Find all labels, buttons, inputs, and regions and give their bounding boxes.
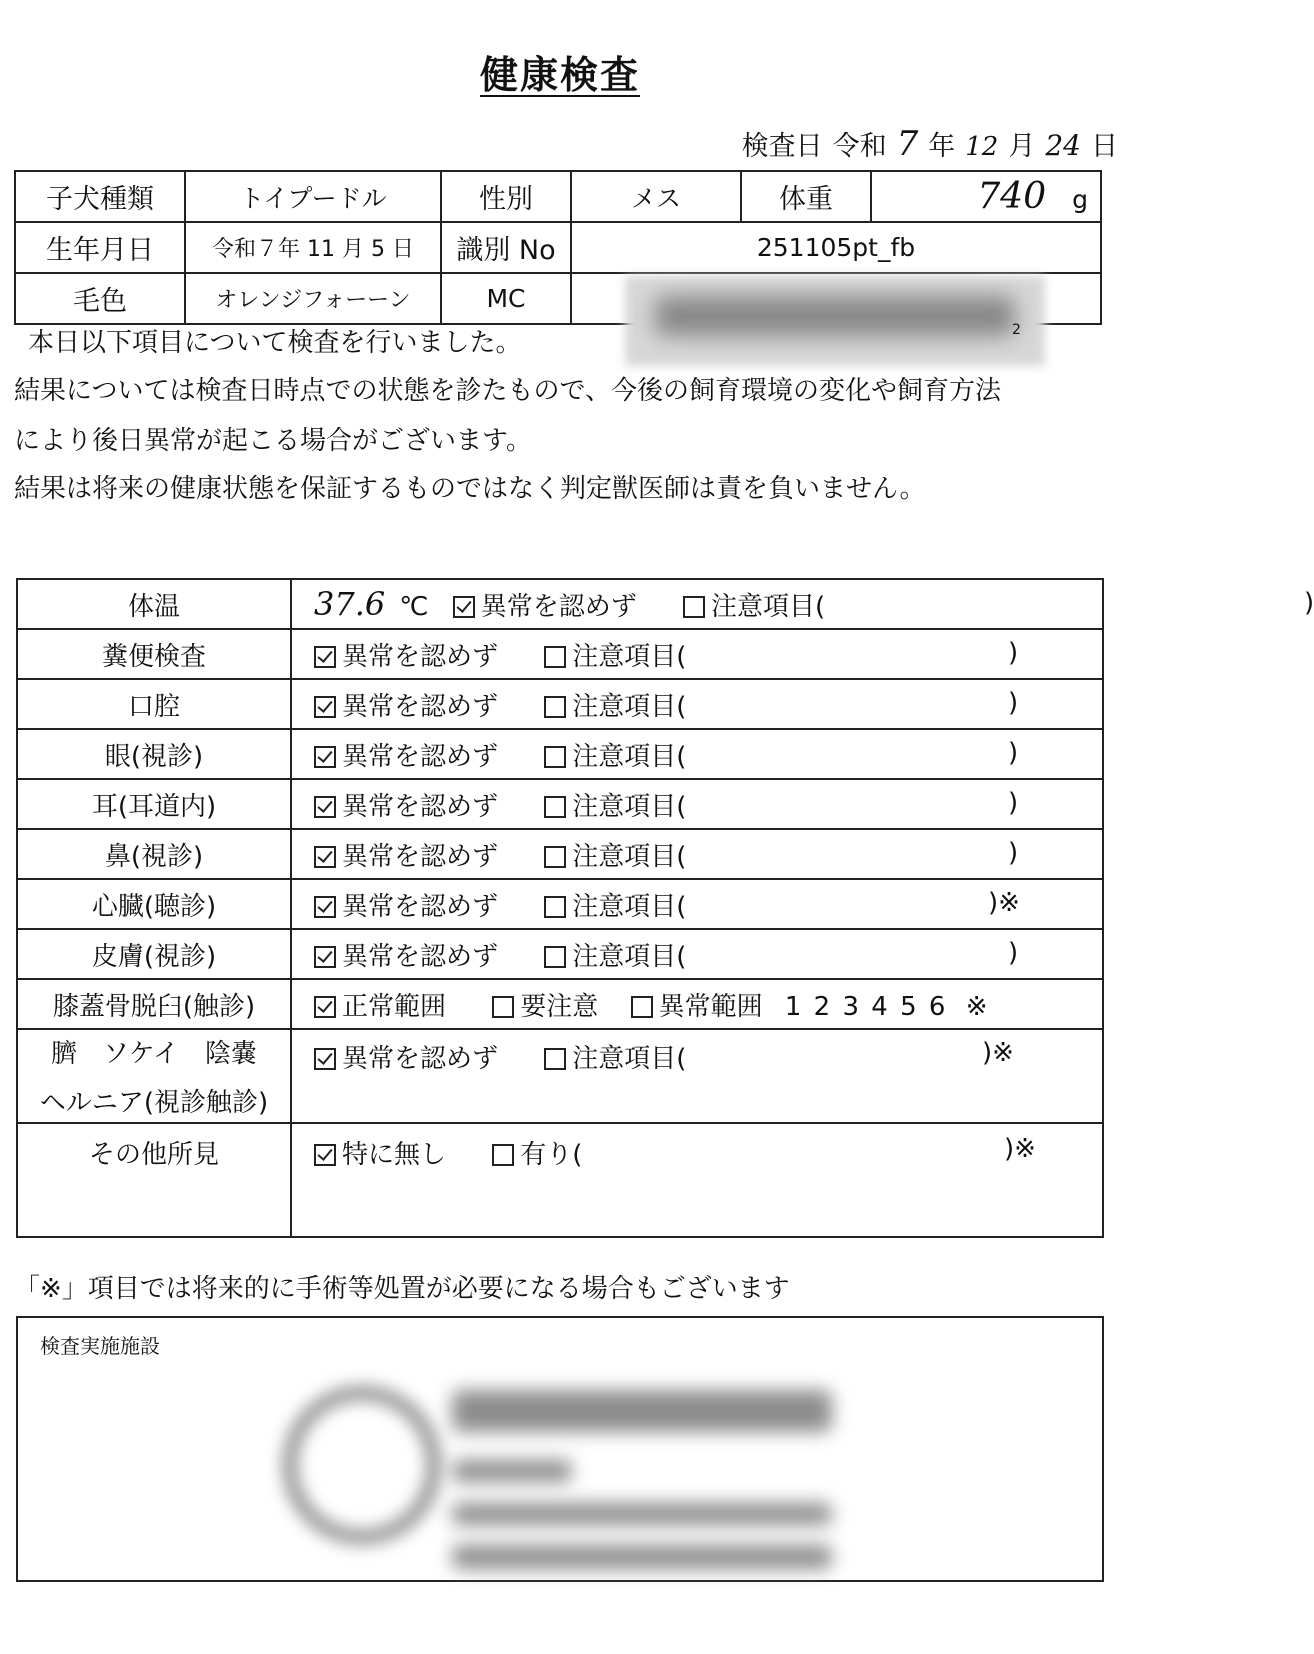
none-label: 特に無し	[342, 1140, 447, 1170]
checkbox-empty[interactable]	[631, 996, 653, 1018]
normal-label: 異常を認めず	[342, 641, 499, 672]
weight-value: 740	[977, 176, 1047, 217]
mouth-label: 口腔	[17, 679, 291, 729]
other-label: その他所見	[17, 1123, 291, 1237]
other-result	[291, 1123, 1103, 1237]
caution-label: 注意項目(	[572, 841, 687, 872]
patella-result	[291, 979, 1103, 1029]
check-row-mouth	[17, 679, 1103, 729]
caution-label: 注意項目(	[572, 941, 687, 972]
caution-label: 注意項目(	[572, 741, 687, 772]
normal-label: 異常を認めず	[342, 741, 499, 772]
normal-label: 異常を認めず	[480, 592, 637, 622]
normal-label: 異常を認めず	[342, 791, 499, 822]
checkbox-empty[interactable]	[683, 596, 705, 618]
weight-unit: g	[1072, 185, 1088, 214]
birth-value: 令和７年 11 月 5 日	[185, 222, 441, 273]
check-row-skin	[17, 929, 1103, 979]
normal-label: 異常を認めず	[342, 891, 499, 922]
checkbox-checked[interactable]	[314, 696, 336, 718]
exam-date-year-unit: 年	[928, 131, 956, 162]
close-paren: )	[1008, 638, 1019, 668]
normal-range-label: 正常範囲	[342, 991, 447, 1022]
temp-value: 37.6	[314, 585, 386, 623]
nose-result	[291, 829, 1103, 879]
checkbox-empty[interactable]	[544, 746, 566, 768]
check-row-patella	[17, 979, 1103, 1029]
patella-mark: ※	[965, 991, 988, 1022]
eyes-result	[291, 729, 1103, 779]
close-paren-mark: )※	[988, 888, 1020, 918]
normal-label: 異常を認めず	[342, 941, 499, 972]
caution-label: 注意項目(	[572, 791, 687, 822]
exam-date-day: 24	[1045, 129, 1081, 162]
exam-date-year: 7	[896, 124, 919, 164]
facility-box	[16, 1316, 1104, 1582]
exam-date-day-unit: 日	[1091, 131, 1118, 162]
checkbox-checked[interactable]	[314, 796, 336, 818]
stool-label: 糞便検査	[17, 629, 291, 679]
checkbox-empty[interactable]	[492, 1144, 514, 1166]
patella-label: 膝蓋骨脱臼(触診)	[17, 979, 291, 1029]
present-label: 有り(	[520, 1140, 583, 1170]
close-paren-mark: )※	[1004, 1134, 1036, 1164]
heart-label: 心臓(聴診)	[17, 879, 291, 929]
attention-label: 要注意	[520, 991, 599, 1022]
hernia-label	[17, 1029, 291, 1123]
breed-value: トイプードル	[185, 171, 441, 222]
exam-date-label: 検査日	[741, 131, 823, 162]
exam-date-era: 令和	[832, 131, 887, 162]
abnormal-range-label: 異常範囲	[658, 991, 763, 1022]
facility-postal-blurred	[452, 1460, 572, 1482]
notice-line-2: 結果については検査日時点での状態を診たもので、今後の飼育環境の変化や飼育方法	[14, 376, 1001, 406]
caution-label: 注意項目(	[572, 1044, 687, 1074]
caution-label: 注意項目(	[572, 691, 687, 722]
weight-label: 体重	[741, 171, 871, 222]
caution-label: 注意項目(	[572, 891, 687, 922]
checkbox-checked[interactable]	[453, 596, 475, 618]
color-label: 毛色	[15, 273, 185, 324]
hernia-label-line-1: 臍 ソケイ 陰嚢	[51, 1039, 257, 1069]
checkbox-empty[interactable]	[544, 846, 566, 868]
close-paren: )	[1304, 588, 1314, 618]
page-title: 健康検査	[479, 53, 640, 97]
normal-label: 異常を認めず	[342, 1044, 499, 1074]
sex-label: 性別	[441, 171, 571, 222]
checkbox-empty[interactable]	[544, 896, 566, 918]
nose-label: 鼻(視診)	[17, 829, 291, 879]
checkbox-checked[interactable]	[314, 946, 336, 968]
checkbox-empty[interactable]	[544, 796, 566, 818]
facility-address-blurred	[452, 1503, 832, 1525]
close-paren: )	[1008, 938, 1019, 968]
temp-result	[291, 579, 1314, 629]
normal-label: 異常を認めず	[342, 691, 499, 722]
check-row-nose	[17, 829, 1103, 879]
weight-cell	[871, 171, 1101, 222]
close-paren: )	[1008, 738, 1019, 768]
footer-note: 「※」項目では将来的に手術等処置が必要になる場合もございます	[14, 1274, 790, 1304]
close-paren: )	[1008, 838, 1019, 868]
check-row-temp	[17, 579, 1103, 629]
checkbox-checked[interactable]	[314, 746, 336, 768]
hernia-label-line-2: ヘルニア(視診触診)	[39, 1088, 269, 1118]
caution-label: 注意項目(	[711, 592, 826, 622]
patella-grades: 1 2 3 4 5 6	[784, 991, 948, 1022]
check-row-hernia	[17, 1029, 1103, 1123]
birth-label: 生年月日	[15, 222, 185, 273]
stray-mark: 2	[1012, 322, 1021, 338]
heart-result	[291, 879, 1103, 929]
checkbox-checked[interactable]	[314, 996, 336, 1018]
checkbox-checked[interactable]	[314, 646, 336, 668]
close-paren: )	[1008, 688, 1019, 718]
checkbox-empty[interactable]	[492, 996, 514, 1018]
checkup-table	[16, 578, 1314, 1238]
checkbox-empty[interactable]	[544, 646, 566, 668]
notice-line-3: により後日異常が起こる場合がございます。	[14, 426, 532, 456]
temp-unit: ℃	[399, 592, 429, 622]
close-paren: )	[1008, 788, 1019, 818]
mouth-result	[291, 679, 1103, 729]
ears-result	[291, 779, 1103, 829]
id-value: 251105pt_fb	[571, 222, 1101, 273]
checkbox-empty[interactable]	[544, 696, 566, 718]
normal-label: 異常を認めず	[342, 841, 499, 872]
redacted-mc-text	[655, 296, 1015, 336]
eyes-label: 眼(視診)	[17, 729, 291, 779]
notice-line-4: 結果は将来の健康状態を保証するものではなく判定獣医師は責を負いません。	[14, 474, 926, 504]
skin-result	[291, 929, 1103, 979]
hernia-result	[291, 1029, 1103, 1123]
checkbox-checked[interactable]	[314, 846, 336, 868]
check-row-stool	[17, 629, 1103, 679]
checkbox-checked[interactable]	[314, 1048, 336, 1070]
checkbox-empty[interactable]	[544, 946, 566, 968]
stool-result	[291, 629, 1103, 679]
check-row-ears	[17, 779, 1103, 829]
check-row-other	[17, 1123, 1103, 1237]
checkbox-checked[interactable]	[314, 1144, 336, 1166]
close-paren-mark: )※	[982, 1038, 1014, 1068]
breed-label: 子犬種類	[15, 171, 185, 222]
facility-label: 検査実施施設	[40, 1334, 160, 1358]
id-label: 識別 No	[441, 222, 571, 273]
checkbox-checked[interactable]	[314, 896, 336, 918]
exam-date-month-unit: 月	[1008, 131, 1036, 162]
sex-value: メス	[571, 171, 741, 222]
checkbox-empty[interactable]	[544, 1048, 566, 1070]
temp-label: 体温	[17, 579, 291, 629]
ears-label: 耳(耳道内)	[17, 779, 291, 829]
check-row-heart	[17, 879, 1103, 929]
facility-phone-blurred	[452, 1545, 832, 1569]
facility-seal-blurred	[282, 1385, 442, 1545]
exam-date-month: 12	[965, 132, 999, 162]
color-value: オレンジフォーーン	[185, 273, 441, 324]
skin-label: 皮膚(視診)	[17, 929, 291, 979]
exam-date	[742, 124, 1118, 164]
caution-label: 注意項目(	[572, 641, 687, 672]
mc-label: MC	[441, 273, 571, 324]
facility-name-blurred	[452, 1390, 832, 1432]
notice-line-1: 本日以下項目について検査を行いました。	[28, 328, 522, 358]
check-row-eyes	[17, 729, 1103, 779]
